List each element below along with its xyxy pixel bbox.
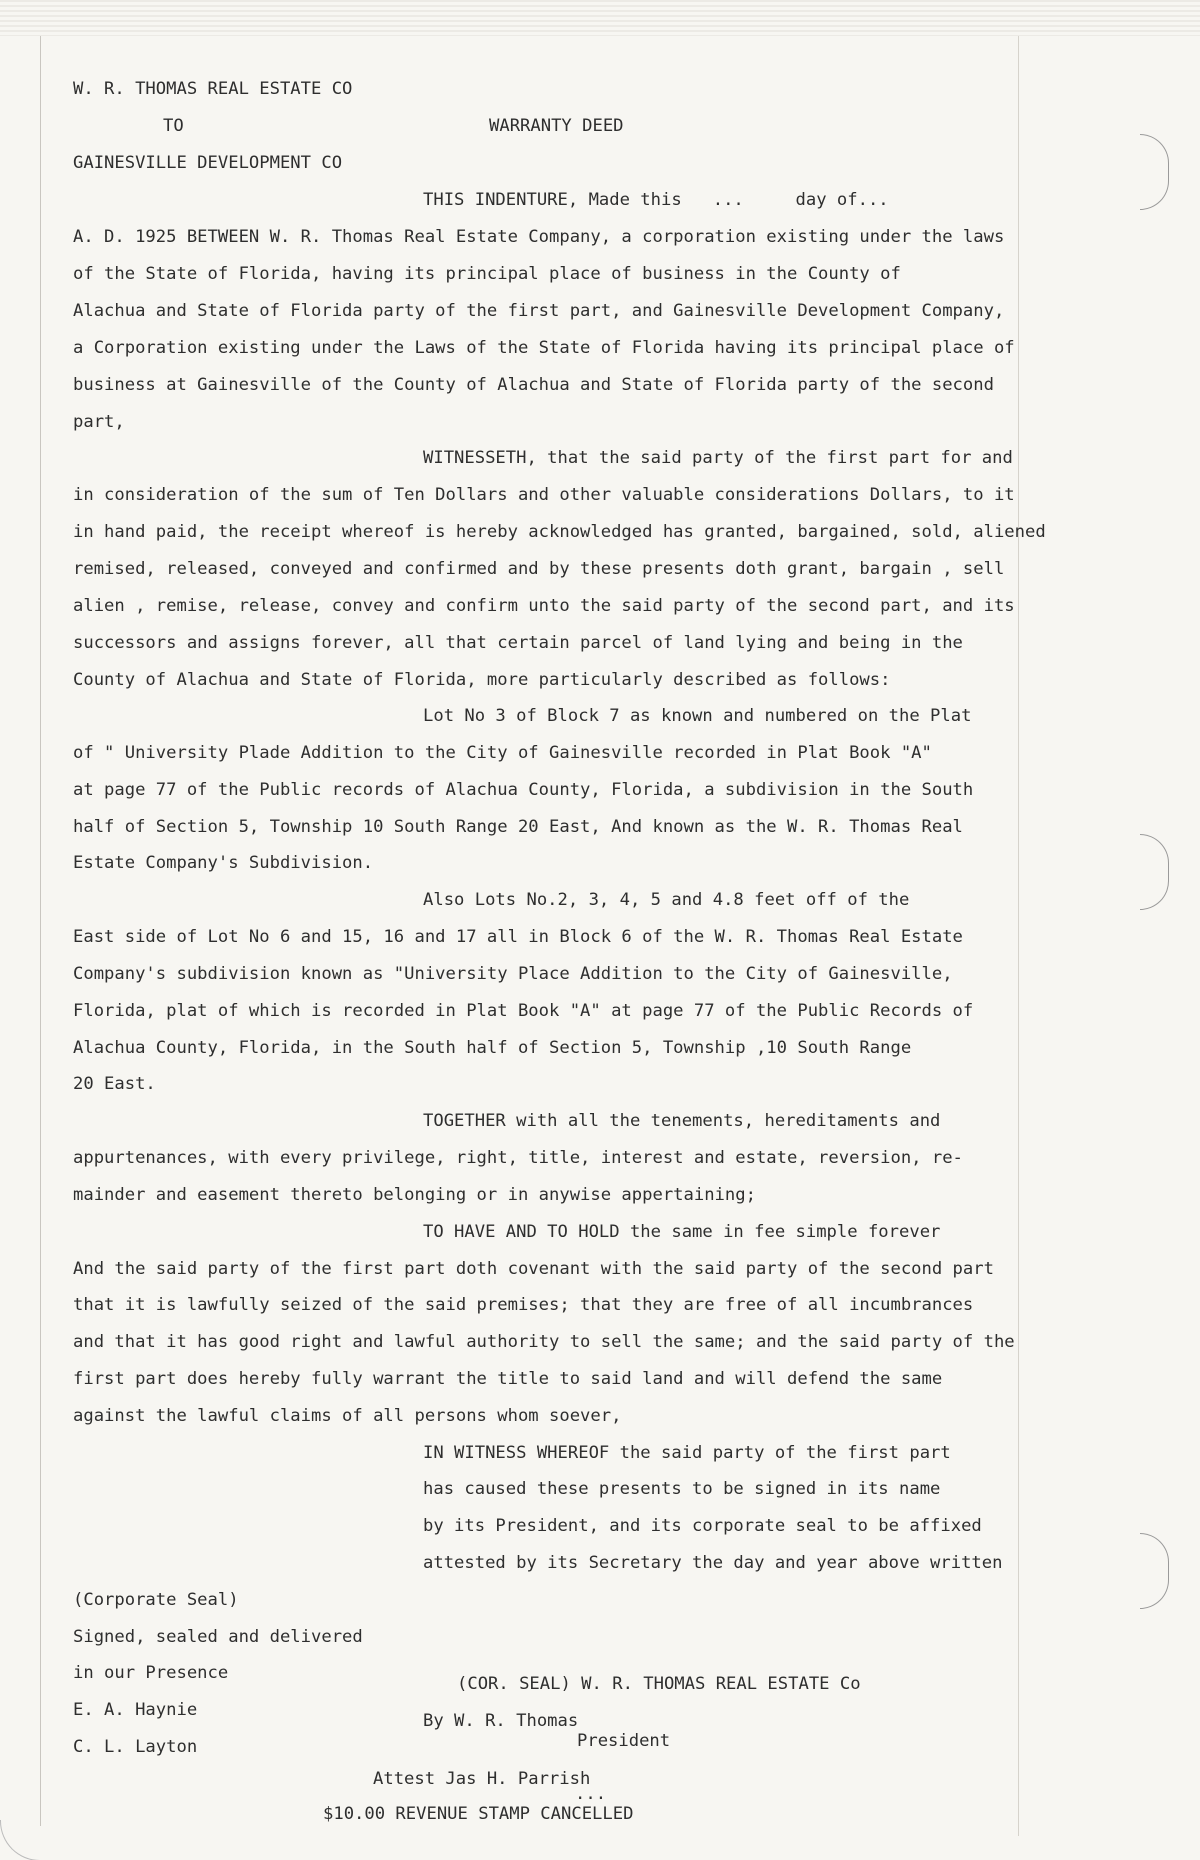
company-seal-signature: (COR. SEAL) W. R. THOMAS REAL ESTATE Co xyxy=(457,1674,861,1694)
body-line: mainder and easement thereto belonging or in anywise appertaining; xyxy=(73,1185,756,1205)
body-line: Lot No 3 of Block 7 as known and numbered on the Plat xyxy=(423,706,972,726)
corporate-seal-label: (Corporate Seal) xyxy=(73,1590,239,1610)
body-line: a Corporation existing under the Laws of the State of Florida having its principal place of xyxy=(73,338,1015,358)
ellipsis-mark: ... xyxy=(575,1784,607,1804)
body-line: East side of Lot No 6 and 15, 16 and 17 all in Block 6 of the W. R. Thomas Real Estate xyxy=(73,927,963,947)
revenue-stamp-note: $10.00 REVENUE STAMP CANCELLED xyxy=(323,1804,634,1824)
to-heading: TO xyxy=(163,116,184,136)
body-line: Estate Company's Subdivision. xyxy=(73,853,374,873)
presence-label: in our Presence xyxy=(73,1663,229,1683)
witness-signature: C. L. Layton xyxy=(73,1737,198,1757)
body-line: Company's subdivision known as "University Place Addition to the City of Gainesville, xyxy=(73,964,953,984)
body-line: of " University Plade Addition to the City of Gainesville recorded in Plat Book "A" xyxy=(73,743,932,763)
president-signature: By W. R. Thomas xyxy=(423,1711,579,1731)
body-line: alien , remise, release, convey and confirm unto the said party of the second part, and its xyxy=(73,596,1015,616)
body-line: A. D. 1925 BETWEEN W. R. Thomas Real Estate Company, a corporation existing under the laws xyxy=(73,227,1005,247)
body-line: Alachua and State of Florida party of the first part, and Gainesville Development Company, xyxy=(73,301,1005,321)
grantee-heading: GAINESVILLE DEVELOPMENT CO xyxy=(73,153,343,173)
body-line: successors and assigns forever, all that certain parcel of land lying and being in the xyxy=(73,633,963,653)
body-line: part, xyxy=(73,412,125,432)
body-line: of the State of Florida, having its principal place of business in the County of xyxy=(73,264,901,284)
grantor-heading: W. R. THOMAS REAL ESTATE CO xyxy=(73,79,353,99)
body-line: THIS INDENTURE, Made this ... day of... xyxy=(423,190,889,210)
document-title: WARRANTY DEED xyxy=(489,116,624,136)
body-line: TOGETHER with all the tenements, hereditaments and xyxy=(423,1111,941,1131)
body-line: first part does hereby fully warrant the title to said land and will defend the same xyxy=(73,1369,943,1389)
body-line: has caused these presents to be signed in its name xyxy=(423,1479,941,1499)
president-title: President xyxy=(577,1731,671,1751)
body-line: at page 77 of the Public records of Alachua County, Florida, a subdivision in the South xyxy=(73,780,974,800)
body-line: TO HAVE AND TO HOLD the same in fee simple forever xyxy=(423,1222,941,1242)
body-line: attested by its Secretary the day and year above written xyxy=(423,1553,1003,1573)
body-line: appurtenances, with every privilege, right, title, interest and estate, reversion, re- xyxy=(73,1148,963,1168)
signed-sealed-label: Signed, sealed and delivered xyxy=(73,1627,363,1647)
body-line: that it is lawfully seized of the said premises; that they are free of all incumbrances xyxy=(73,1295,974,1315)
body-line: business at Gainesville of the County of Alachua and State of Florida party of the second xyxy=(73,375,994,395)
body-line: WITNESSETH, that the said party of the first part for and xyxy=(423,448,1013,468)
body-line: and that it has good right and lawful authority to sell the same; and the said party of the xyxy=(73,1332,1015,1352)
body-line: half of Section 5, Township 10 South Range 20 East, And known as the W. R. Thomas Real xyxy=(73,817,963,837)
body-line: in hand paid, the receipt whereof is hereby acknowledged has granted, bargained, sold, aliened xyxy=(73,522,1046,542)
body-line: by its President, and its corporate seal to be affixed xyxy=(423,1516,982,1536)
body-line: remised, released, conveyed and confirmed and by these presents doth grant, bargain , sell xyxy=(73,559,1005,579)
attest-signature: Attest Jas H. Parrish xyxy=(373,1769,591,1789)
body-line: IN WITNESS WHEREOF the said party of the first part xyxy=(423,1443,951,1463)
witness-signature: E. A. Haynie xyxy=(73,1700,198,1720)
body-line: County of Alachua and State of Florida, more particularly described as follows: xyxy=(73,670,891,690)
body-line: 20 East. xyxy=(73,1074,156,1094)
body-line: Florida, plat of which is recorded in Plat Book "A" at page 77 of the Public Records of xyxy=(73,1001,974,1021)
body-line: And the said party of the first part doth covenant with the said party of the second part xyxy=(73,1259,994,1279)
body-line: against the lawful claims of all persons whom soever, xyxy=(73,1406,622,1426)
body-line: Also Lots No.2, 3, 4, 5 and 4.8 feet off of the xyxy=(423,890,910,910)
body-line: in consideration of the sum of Ten Dollars and other valuable considerations Dollars, to it xyxy=(73,485,1015,505)
body-line: Alachua County, Florida, in the South half of Section 5, Township ,10 South Range xyxy=(73,1038,912,1058)
